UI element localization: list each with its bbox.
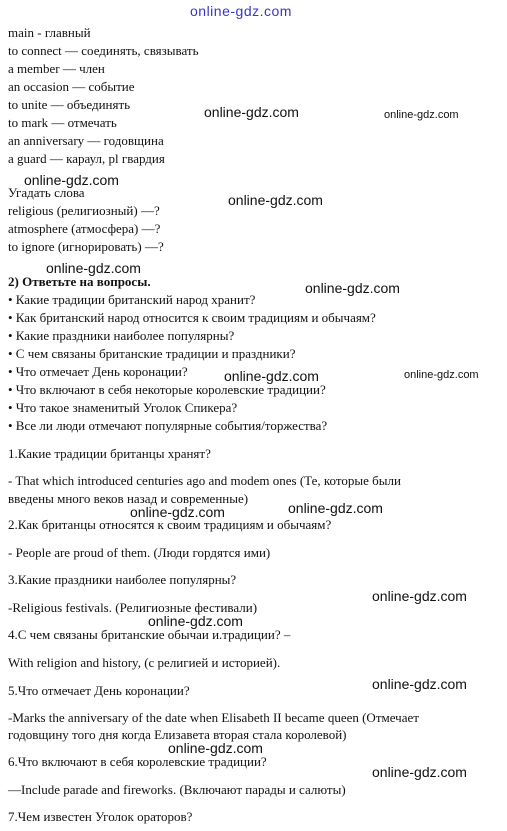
answer-question: 2.Как британцы относятся к своим традициям и обычаям? xyxy=(8,517,332,532)
question-bullet: • Какие традиции британский народ хранит? xyxy=(8,292,256,307)
vocab-line: a guard — караул, pl гвардия xyxy=(8,151,165,166)
answer-text: -Marks the anniversary of the date when Elisabeth II became queen (Отмечает xyxy=(8,710,419,725)
answer-text: - That which introduced centuries ago and modem ones (Те, которые были xyxy=(8,473,401,488)
vocab-line: a member — член xyxy=(8,61,105,76)
answer-question: 1.Какие традиции британцы хранят? xyxy=(8,446,211,461)
watermark: online-gdz.com xyxy=(148,613,243,629)
watermark: online-gdz.com xyxy=(372,588,467,604)
vocab-line: to mark — отмечать xyxy=(8,115,117,130)
guess-heading: Угадать слова xyxy=(8,185,85,200)
question-bullet: • Что включают в себя некоторые королевские традиции? xyxy=(8,382,326,397)
watermark: online-gdz.com xyxy=(372,676,467,692)
question-bullet: • Какие праздники наиболее популярны? xyxy=(8,328,235,343)
questions-heading: 2) Ответьте на вопросы. xyxy=(8,274,151,289)
answer-question: 3.Какие праздники наиболее популярны? xyxy=(8,572,237,587)
watermark: online-gdz.com xyxy=(130,504,225,520)
question-bullet: • С чем связаны британские традиции и праздники? xyxy=(8,346,296,361)
watermark: online-gdz.com xyxy=(168,740,263,756)
answer-question: 5.Что отмечает День коронации? xyxy=(8,683,190,698)
watermark-top: online-gdz.com xyxy=(190,3,292,19)
answer-question: 6.Что включают в себя королевские традиции? xyxy=(8,754,267,769)
guess-item: atmosphere (атмосфера) —? xyxy=(8,221,161,236)
watermark: online-gdz.com xyxy=(224,368,319,384)
vocab-line: main - главный xyxy=(8,25,91,40)
answer-text: -Religious festivals. (Религиозные фестивали) xyxy=(8,600,258,615)
question-bullet: • Как британский народ относится к своим традициям и обычаям? xyxy=(8,310,376,325)
answer-text: With religion and history, (с религией и историей). xyxy=(8,655,281,670)
answer-question: 4.С чем связаны британские обычаи и.традиции? – xyxy=(8,627,291,642)
watermark: online-gdz.com xyxy=(204,104,299,120)
watermark: online-gdz.com xyxy=(404,369,479,381)
watermark: online-gdz.com xyxy=(288,500,383,516)
watermark: online-gdz.com xyxy=(305,280,400,296)
answer-question: 7.Чем известен Уголок ораторов? xyxy=(8,809,193,824)
vocab-line: to unite — объединять xyxy=(8,97,131,112)
guess-item: to ignore (игнорировать) —? xyxy=(8,239,164,254)
answer-text: годовщину того дня когда Елизавета вторая стала королевой) xyxy=(8,727,347,742)
question-bullet: • Что отмечает День коронации? xyxy=(8,364,188,379)
vocab-line: an occasion — событие xyxy=(8,79,135,94)
answer-text: —Include parade and fireworks. (Включают парады и салюты) xyxy=(8,782,346,797)
question-bullet: • Что такое знаменитый Уголок Спикера? xyxy=(8,400,238,415)
watermark: online-gdz.com xyxy=(372,764,467,780)
vocab-line: to connect — соединять, связывать xyxy=(8,43,199,58)
answer-text: - People are proud of them. (Люди гордятся ими) xyxy=(8,545,271,560)
watermark: online-gdz.com xyxy=(228,192,323,208)
watermark: online-gdz.com xyxy=(384,109,459,121)
watermark: online-gdz.com xyxy=(46,260,141,276)
answer-text: введены много веков назад и современные) xyxy=(8,491,249,506)
vocab-line: an anniversary — годовщина xyxy=(8,133,164,148)
guess-item: religious (религиозный) —? xyxy=(8,203,160,218)
question-bullet: • Все ли люди отмечают популярные события/торжества? xyxy=(8,418,328,433)
watermark: online-gdz.com xyxy=(24,172,119,188)
